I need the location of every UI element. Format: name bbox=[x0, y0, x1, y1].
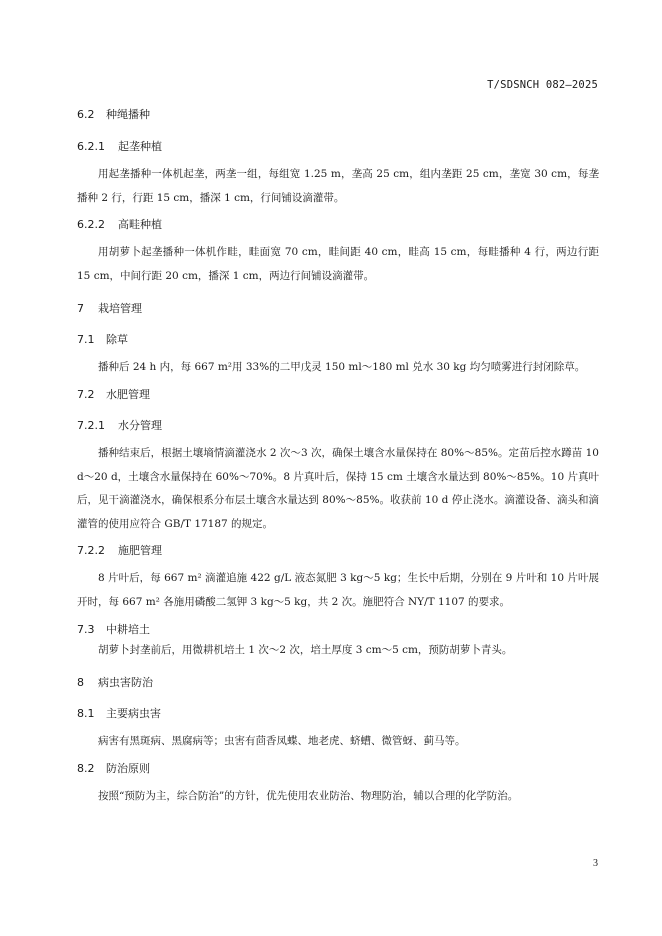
document-body bbox=[77, 100, 599, 808]
section-heading-6-2-2 bbox=[77, 218, 599, 232]
section-title: 种绳播种 bbox=[106, 108, 150, 121]
paragraph-6-2-2: 用胡萝卜起垄播种一体机作畦，畦面宽 70 cm，畦间距 40 cm，畦高 15 cm，每畦播种 4 行，两边行距 15 cm，中间行距 20 cm，播深 1 cm，两边行间铺设滴灌带。 bbox=[77, 246, 599, 282]
section-number: 7.2 bbox=[77, 387, 95, 401]
section-heading-6-2 bbox=[77, 108, 599, 122]
section-number: 7.1 bbox=[77, 333, 95, 347]
section-number: 8.1 bbox=[77, 707, 95, 721]
paragraph-7-3: 胡萝卜封垄前后，用微耕机培土 1 次～2 次，培土厚度 3 cm～5 cm，预防胡萝卜青头。 bbox=[98, 643, 513, 656]
section-number: 6.2.1 bbox=[77, 140, 105, 153]
section-number: 7.2.1 bbox=[77, 418, 105, 432]
paragraph-7-2-1: 播种结束后，根据土壤墒情滴灌浇水 2 次～3 次，确保土壤含水量保持在 80%～85%。定苗后控水蹲苗 10 d～20 d，土壤含水量保持在 60%～70%。8 片真叶后，保持 15 cm 土壤含水量达到 80%～85%。10 片真叶后，见干滴灌浇水，确保根系分布层土壤含水量达到 80%～85%。收获前 10 d 停止浇水。滴灌设备、滴头和滴灌管的使用应符合 GB/T 17187 的规定。 bbox=[77, 446, 599, 530]
section-heading-7-2-2 bbox=[77, 544, 599, 558]
document-code: T/SDSNCH 082—2025 bbox=[487, 79, 598, 91]
section-number: 8 bbox=[77, 676, 84, 690]
page-number: 3 bbox=[593, 858, 598, 869]
section-title: 水分管理 bbox=[118, 418, 162, 432]
section-number: 7.3 bbox=[77, 622, 95, 636]
paragraph-7-1: 播种后 24 h 内，每 667 m²用 33%的二甲戊灵 150 ml～180 ml 兑水 30 kg 均匀喷雾进行封闭除草。 bbox=[98, 361, 586, 374]
paragraph-6-2-1: 用起垄播种一体机起垄，两垄一组，每组宽 1.25 m，垄高 25 cm，组内垄距 25 cm，垄宽 30 cm，每垄播种 2 行，行距 15 cm，播深 1 cm，行间铺设滴灌带。 bbox=[77, 168, 599, 204]
section-number: 8.2 bbox=[77, 761, 95, 775]
paragraph-8-2: 按照“预防为主，综合防治”的方针，优先使用农业防治、物理防治，辅以合理的化学防治。 bbox=[98, 789, 519, 802]
section-title: 除草 bbox=[106, 333, 128, 347]
section-heading-8-1 bbox=[77, 707, 599, 721]
section-title: 施肥管理 bbox=[118, 544, 162, 558]
section-title: 起垄种植 bbox=[118, 140, 162, 153]
section-heading-8 bbox=[77, 676, 599, 690]
section-title: 栽培管理 bbox=[98, 302, 142, 316]
section-number: 6.2 bbox=[77, 108, 95, 121]
section-title: 高畦种植 bbox=[118, 218, 162, 232]
section-heading-7-2 bbox=[77, 388, 599, 402]
section-title: 病虫害防治 bbox=[98, 676, 153, 690]
section-title: 中耕培土 bbox=[106, 622, 150, 636]
paragraph-7-2-2: 8 片叶后，每 667 m² 滴灌追施 422 g/L 液态氮肥 3 kg～5 kg；生长中后期，分别在 9 片叶和 10 片叶展开时，每 667 m² 各施用磷酸二氢钾 3 kg～5 kg，共 2 次。施肥符合 NY/T 1107 的要求。 bbox=[77, 572, 599, 608]
section-heading-8-2 bbox=[77, 762, 599, 776]
section-number: 6.2.2 bbox=[77, 218, 105, 232]
section-heading-7-2-1 bbox=[77, 419, 599, 433]
section-title: 主要病虫害 bbox=[106, 707, 161, 721]
section-title: 水肥管理 bbox=[106, 387, 150, 401]
section-heading-7 bbox=[77, 302, 599, 316]
section-heading-7-3 bbox=[77, 623, 599, 637]
section-heading-6-2-1 bbox=[77, 140, 599, 154]
section-title: 防治原则 bbox=[106, 761, 150, 775]
section-number: 7.2.2 bbox=[77, 544, 105, 558]
section-heading-7-1 bbox=[77, 333, 599, 347]
section-number: 7 bbox=[77, 302, 84, 316]
paragraph-8-1: 病害有黑斑病、黑腐病等；虫害有茴香凤蝶、地老虎、蛴螬、微管蚜、蓟马等。 bbox=[98, 735, 466, 748]
